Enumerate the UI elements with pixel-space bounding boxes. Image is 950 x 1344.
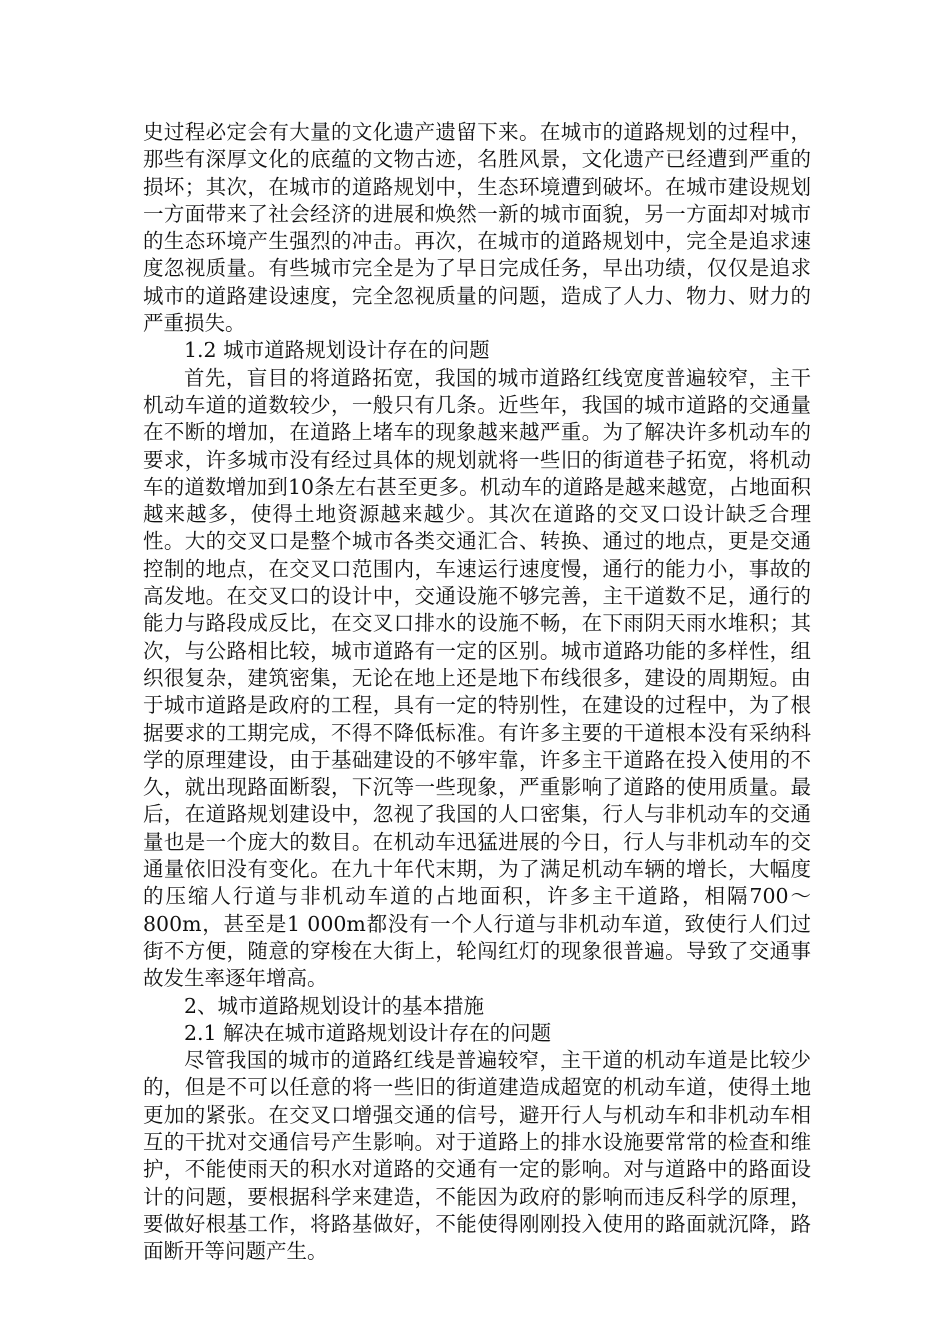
section-heading-2-1: 2.1 解决在城市道路规划设计存在的问题 bbox=[184, 1020, 552, 1045]
paragraph-continued: 史过程必定会有大量的文化遗产遗留下来。在城市的道路规划的过程中，那些有深厚文化的底蕴的文物古迹，名胜风景，文化遗产已经遭到严重的损坏；其次，在城市的道路规划中，生态环境遭到破坏。在城市建设规划一方面带来了社会经济的进展和焕然一新的城市面貌，另一方面却对城市的生态环境产生强烈的冲击。再次，在城市的道路规划中，完全是追求速度忽视质量。有些城市完全是为了早日完成任务，早出功绩，仅仅是追求城市的道路建设速度，完全忽视质量的问题，造成了人力、物力、财力的严重损失。 bbox=[143, 120, 811, 336]
section-heading-1-2: 1.2 城市道路规划设计存在的问题 bbox=[184, 338, 490, 363]
paragraph-problems: 首先，盲目的将道路拓宽，我国的城市道路红线宽度普遍较窄，主干机动车道的道数较少，一般只有几条。近些年，我国的城市道路的交通量在不断的增加，在道路上堵车的现象越来越严重。为了解决许多机动车的要求，许多城市没有经过具体的规划就将一些旧的街道巷子拓宽，将机动车的道数增加到10条左右甚至更多。机动车的道路是越来越宽，占地面积越来越多，使得土地资源越来越少。其次在道路的交叉口设计缺乏合理性。大的交叉口是整个城市各类交通汇合、转换、通过的地点，更是交通控制的地点，在交叉口范围内，车速运行速度慢，通行的能力小，事故的高发地。在交叉口的设计中，交通设施不够完善，主干道数不足，通行的能力与路段成反比，在交叉口排水的设施不畅，在下雨阴天雨水堆积；其次，与公路相比较，城市道路有一定的区别。城市道路功能的多样性，组织很复杂，建筑密集，无论在地上还是地下布线很多，建设的周期短。由于城市道路是政府的工程，具有一定的特别性，在建设的过程中，为了根据要求的工期完成，不得不降低标准。有许多主要的干道根本没有采纳科学的原理建设，由于基础建设的不够牢靠，许多主干道路在投入使用的不久，就出现路面断裂，下沉等一些现象，严重影响了道路的使用质量。最后，在道路规划建设中，忽视了我国的人口密集，行人与非机动车的交通量也是一个庞大的数目。在机动车迅猛进展的今日，行人与非机动车的交通量依旧没有变化。在九十年代末期，为了满足机动车辆的增长，大幅度的压缩人行道与非机动车道的占地面积，许多主干道路，相隔700～800m，甚至是1 000m都没有一个人行道与非机动车道，致使行人们过街不方便，随意的穿梭在大街上，轮闯红灯的现象很普遍。导致了交通事故发生率逐年增高。 bbox=[143, 365, 811, 991]
document-page bbox=[143, 119, 811, 1265]
paragraph-solutions: 尽管我国的城市的道路红线是普遍较窄，主干道的机动车道是比较少的，但是不可以任意的将一些旧的街道建造成超宽的机动车道，使得土地更加的紧张。在交叉口增强交通的信号，避开行人与机动车和非机动车相互的干扰对交通信号产生影响。对于道路上的排水设施要常常的检查和维护，不能使雨天的积水对道路的交通有一定的影响。对与道路中的路面设计的问题，要根据科学来建造，不能因为政府的影响而违反科学的原理，要做好根基工作，将路基做好，不能使得刚刚投入使用的路面就沉降，路面断开等问题产生。 bbox=[143, 1048, 811, 1264]
section-heading-2: 2、城市道路规划设计的基本措施 bbox=[184, 993, 485, 1018]
